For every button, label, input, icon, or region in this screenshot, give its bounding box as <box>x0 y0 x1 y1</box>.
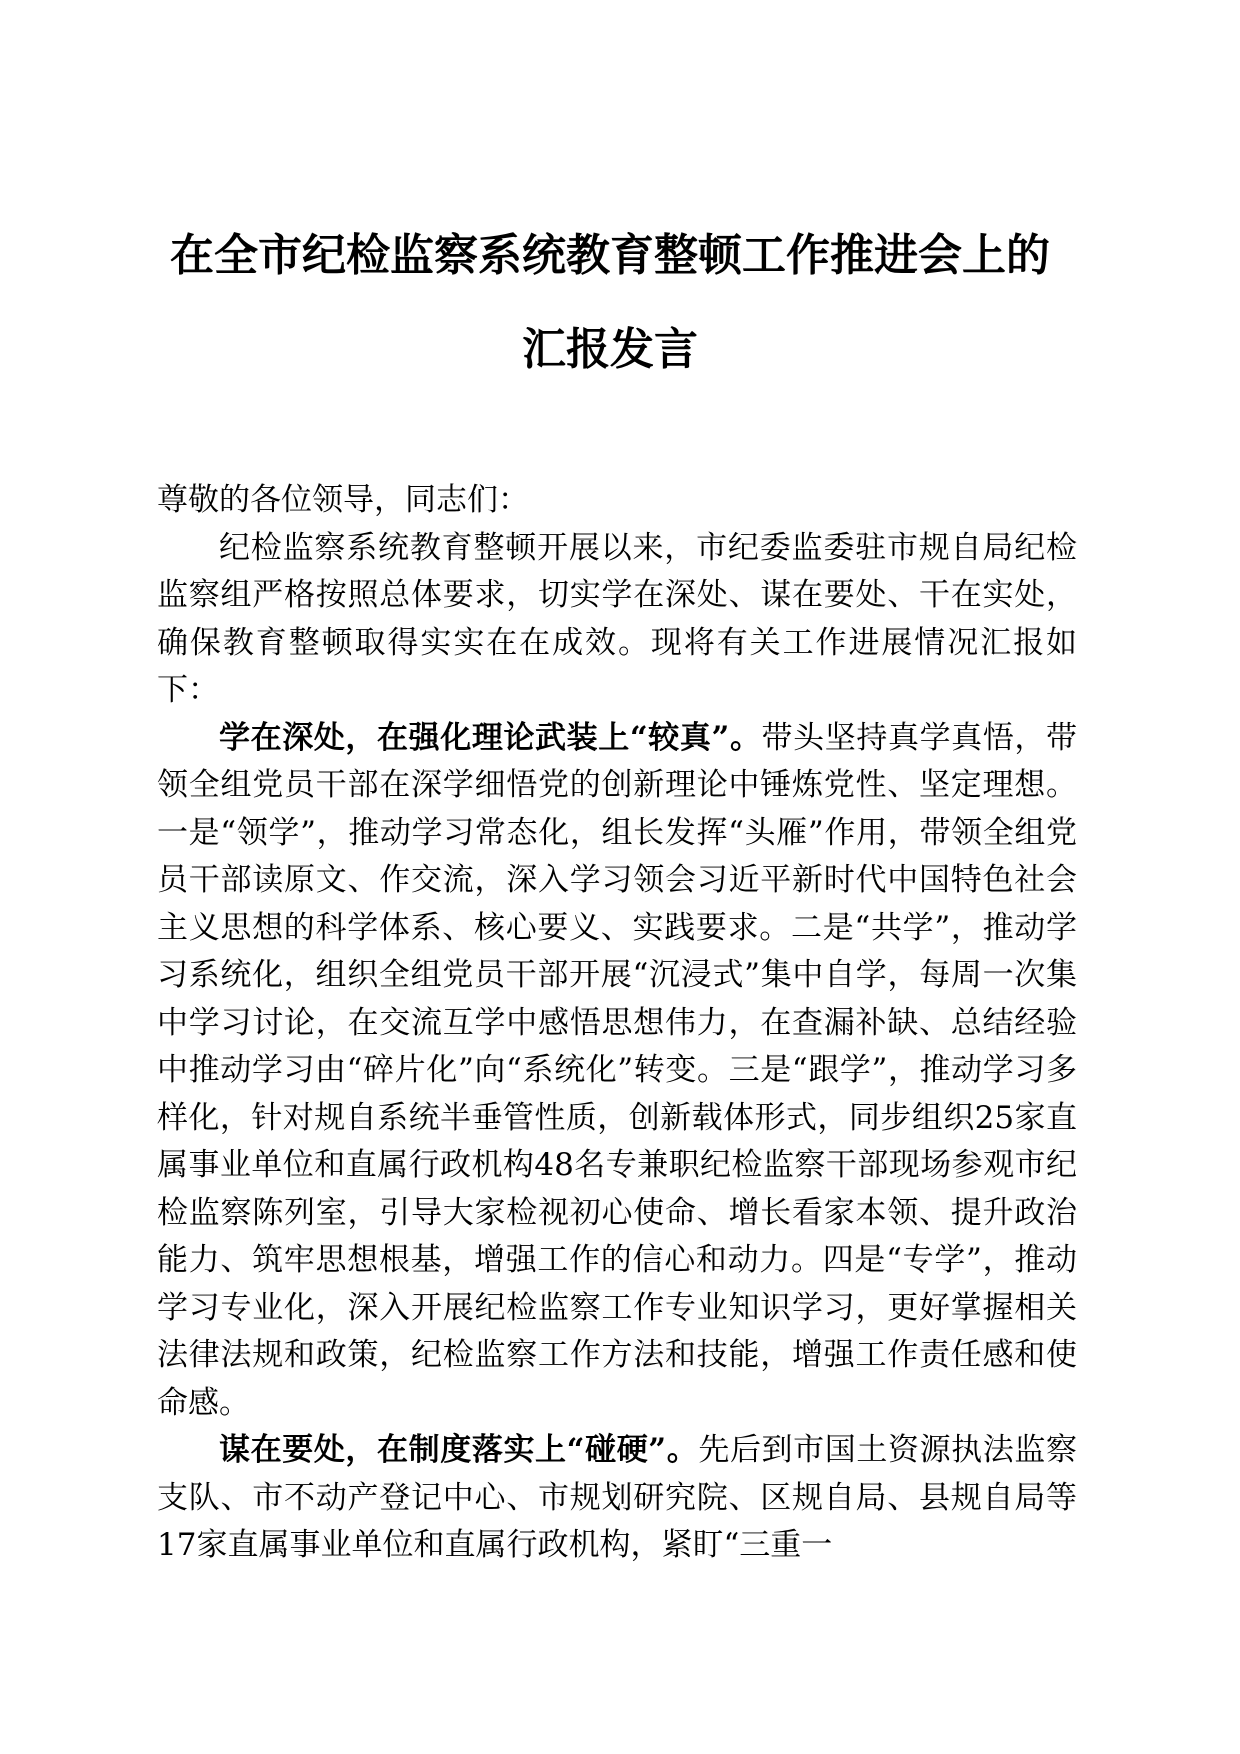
document-title-line-1: 在全市纪检监察系统教育整顿工作推进会上的 <box>170 230 1050 281</box>
document-body <box>157 477 1077 1570</box>
document-title-line-2: 汇报发言 <box>522 324 698 375</box>
section-2-heading: 谋在要处，在制度落实上“碰硬”。 <box>219 1432 699 1468</box>
section-1-heading: 学在深处，在强化理论武装上“较真”。 <box>219 719 762 756</box>
section-1-body: 带头坚持真学真悟，带领全组党员干部在深学细悟党的创新理论中锤炼党性、坚定理想。一是“领学”，推动学习常态化，组长发挥“头雁”作用，带领全组党员干部读原文、作交流，深入学习领会习近平新时代中国特色社会主义思想的科学体系、核心要义、实践要求。二是“共学”，推动学习系统化，组织全组党员干部开展“沉浸式”集中自学，每周一次集中学习讨论，在交流互学中感悟思想伟力，在查漏补缺、总结经验中推动学习由“碎片化”向“系统化”转变。三是“跟学”，推动学习多样化，针对规自系统半垂管性质，创新载体形式，同步组织25家直属事业单位和直属行政机构48名专兼职纪检监察干部现场参观市纪检监察陈列室，引导大家检视初心使命、增长看家本领、提升政治能力、筑牢思想根基，增强工作的信心和动力。四是“专学”，推动学习专业化，深入开展纪检监察工作专业知识学习，更好掌握相关法律法规和政策，纪检监察工作方法和技能，增强工作责任感和使命感。 <box>157 719 1077 1421</box>
section-1-paragraph <box>157 715 1077 1428</box>
section-2-paragraph <box>157 1427 1077 1570</box>
intro-paragraph: 纪检监察系统教育整顿开展以来，市纪委监委驻市规自局纪检监察组严格按照总体要求，切实学在深处、谋在要处、干在实处，确保教育整顿取得实实在在成效。现将有关工作进展情况汇报如下： <box>157 529 1077 708</box>
salutation: 尊敬的各位领导，同志们： <box>157 482 529 518</box>
section-2-body: 先后到市国土资源执法监察支队、市不动产登记中心、市规划研究院、区规自局、县规自局等17家直属事业单位和直属行政机构，紧盯“三重一 <box>157 1432 1077 1563</box>
